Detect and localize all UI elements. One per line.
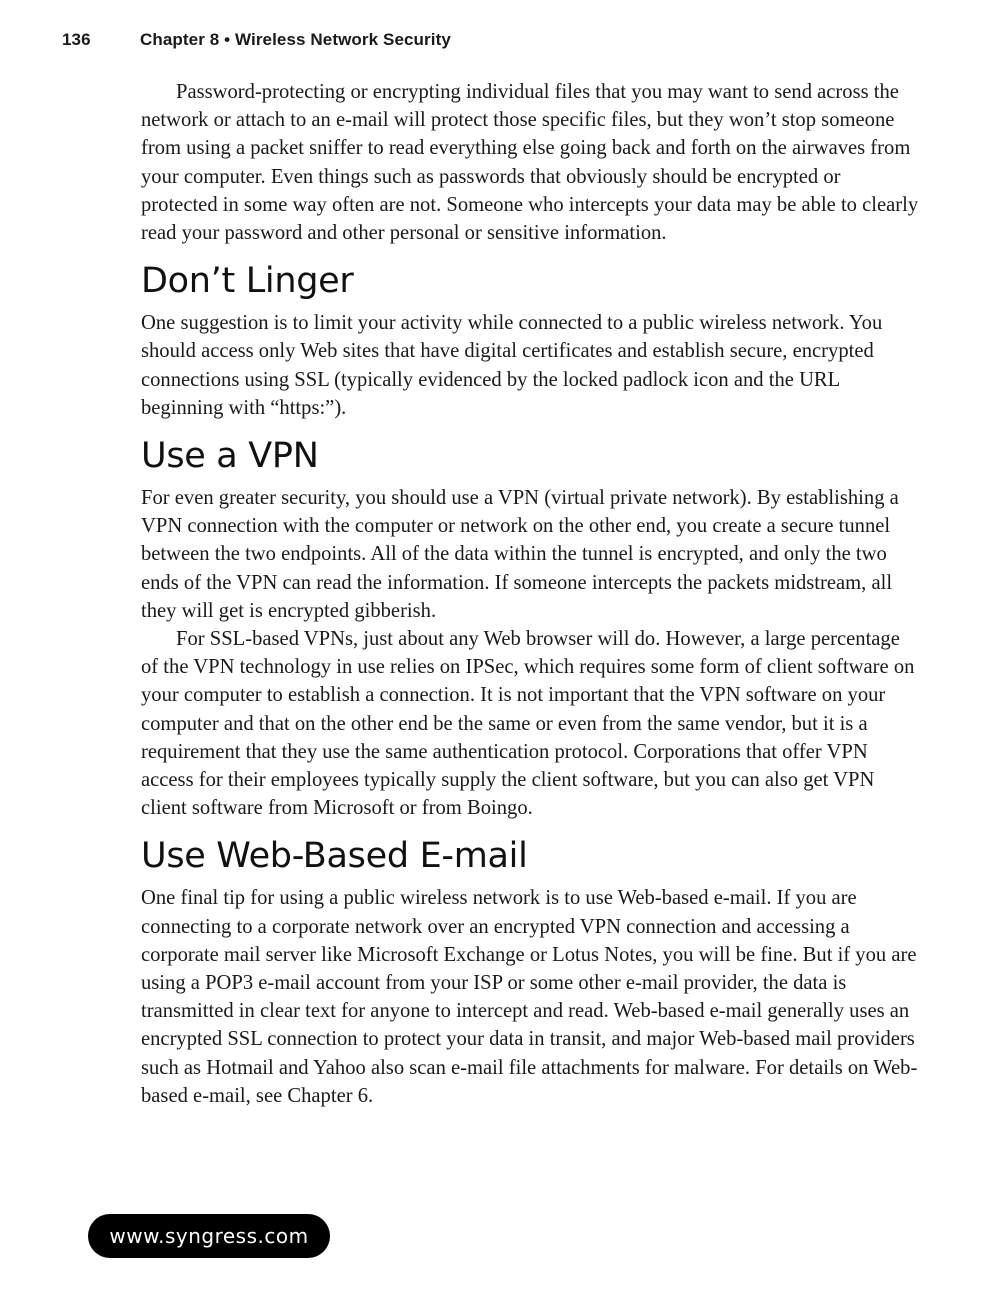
publisher-url-badge: www.syngress.com [88, 1214, 330, 1258]
page-number: 136 [62, 30, 91, 49]
page-body [141, 78, 921, 1110]
running-title: Chapter 8 • Wireless Network Security [140, 30, 451, 49]
paragraph-intro: Password-protecting or encrypting individual files that you may want to send across the network or attach to an e-mail will protect those specific files, but they won’t stop someone from using a packet sniffer to read everything else going back and forth on the airwaves from your computer. Even things such as passwords that obviously should be encrypted or protected in some way often are not. Someone who intercepts your data may be able to clearly read your password and other personal or sensitive information. [141, 81, 919, 245]
paragraph-vpn-2: For SSL-based VPNs, just about any Web browser will do. However, a large percentage of the VPN technology in use relies on IPSec, which requires some form of client software on your computer to establish a connection. It is not important that the VPN software on your computer and that on the other end be the same or even from the same vendor, but it is a requirement that they use the same authentication protocol. Corporations that offer VPN access for their employees typically supply the client software, but you can also get VPN client software from Microsoft or from Boingo. [141, 628, 915, 820]
running-header [62, 30, 451, 50]
heading-use-vpn: Use a VPN [141, 436, 319, 477]
heading-web-email: Use Web-Based E-mail [141, 836, 528, 877]
heading-dont-linger: Don’t Linger [141, 261, 354, 302]
paragraph-web-email: One final tip for using a public wireless network is to use Web-based e-mail. If you are connecting to a corporate network over an encrypted VPN connection and accessing a corporate mail server like Microsoft Exchange or Lotus Notes, you will be fine. But if you are using a POP3 e-mail account from your ISP or some other e-mail provider, the data is transmitted in clear text for anyone to intercept and read. Web-based e-mail generally uses an encrypted SSL connection to protect your data in transit, and major Web-based mail providers such as Hotmail and Yahoo also scan e-mail file attachments for malware. For details on Web-based e-mail, see Chapter 6. [141, 887, 918, 1107]
paragraph-vpn-1: For even greater security, you should use a VPN (virtual private network). By establishing a VPN connection with the computer or network on the other end, you create a secure tunnel between the two endpoints. All of the data within the tunnel is encrypted, and only the two ends of the VPN can read the information. If someone intercepts the packets midstream, all they will get is encrypted gibberish. [141, 487, 899, 622]
paragraph-dont-linger: One suggestion is to limit your activity while connected to a public wireless network. You should access only Web sites that have digital certificates and establish secure, encrypted connections using SSL (typically evidenced by the locked padlock icon and the URL beginning with “https:”). [141, 312, 883, 419]
